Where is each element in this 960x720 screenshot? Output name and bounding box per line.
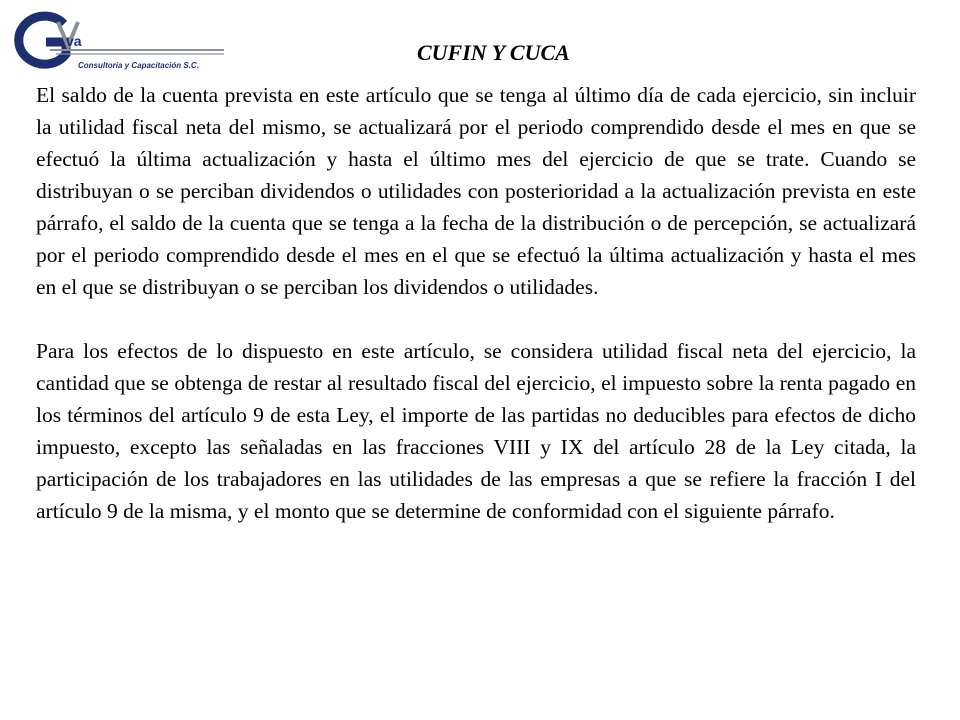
logo-tagline: Consultoría y Capacitación S.C. (78, 61, 199, 70)
paragraph-2: Para los efectos de lo dispuesto en este artículo, se considera utilidad fiscal neta del ejercicio, la cantidad que se obtenga de restar al resultado fiscal del ejercicio, el impuesto sobre la renta pagado en los términos del artículo 9 de esta Ley, el importe de las partidas no deducibles para efectos de dicho impuesto, excepto las señaladas en las fracciones VIII y IX del artículo 28 de la Ley citada, la participación de los trabajadores en las utilidades de las empresas a que se refiere la fracción I del artículo 9 de la misma, y el monto que se determine de conformidad con el siguiente párrafo. (36, 339, 916, 523)
company-logo (6, 10, 226, 72)
paragraph-1: El saldo de la cuenta prevista en este artículo que se tenga al último día de cada ejercicio, sin incluir la utilidad fiscal neta del mismo, se actualizará por el periodo comprendido desde el mes en que se efectuó la última actualización y hasta el último mes del ejercicio de que se trate. Cuando se distribuyan o se perciban dividendos o utilidades con posterioridad a la actualización prevista en este párrafo, el saldo de la cuenta que se tenga a la fecha de la distribución o de percepción, se actualizará por el periodo comprendido desde el mes en el que se efectuó la última actualización y hasta el mes en el que se distribuyan o se perciban los dividendos o utilidades. (36, 83, 916, 299)
document-body (36, 79, 916, 527)
document-title: CUFIN Y CUCA (417, 40, 570, 65)
logo-letters: va (66, 33, 82, 49)
